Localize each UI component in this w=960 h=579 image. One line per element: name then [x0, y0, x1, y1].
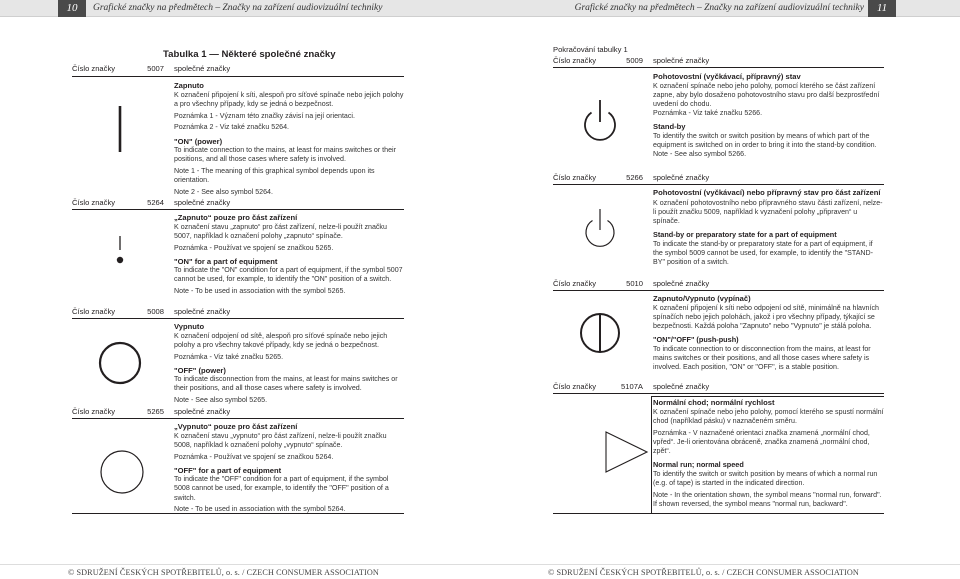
- symbol-number: 5007: [147, 64, 164, 73]
- category-label: společné značky: [174, 64, 231, 73]
- play-triangle-symbol: [603, 429, 651, 475]
- symbol-number-label: Číslo značky: [72, 307, 116, 316]
- symbol-number-label: Číslo značky: [72, 198, 116, 207]
- entry-5010: [653, 294, 884, 372]
- row-divider: [553, 184, 884, 185]
- standby-part-symbol: [577, 205, 623, 253]
- entry-title-en: Normal run; normal speed: [653, 460, 744, 470]
- row-divider: [72, 76, 404, 77]
- row-divider: [553, 290, 884, 291]
- entry-box-top: [651, 396, 884, 397]
- entry-desc-cz: K označení spínače nebo jeho polohy, pomocí kterého se část zařízení zapne, aby bylo dosaženo pohotovostního stavu pro další bezprostřední uvedení do chodu.: [653, 81, 880, 108]
- symbol-number-label: Číslo značky: [553, 56, 597, 65]
- entry-title-cz: Zapnuto: [174, 81, 204, 90]
- entry-title-cz: Normální chod; normální rychlost: [653, 398, 775, 407]
- table-bottom-rule: [553, 513, 884, 514]
- power-on-symbol: [110, 104, 130, 154]
- row-divider: [72, 418, 404, 419]
- symbol-number: 5264: [147, 198, 164, 207]
- symbol-number: 5008: [147, 307, 164, 316]
- entry-5264: [174, 213, 404, 296]
- entry-title-en: "ON" (power): [174, 136, 223, 146]
- standby-symbol: [575, 95, 625, 147]
- row-divider: [72, 318, 404, 319]
- entry-5007: [174, 81, 404, 197]
- off-part-symbol: [98, 448, 146, 496]
- entry-title-cz: „Vypnuto“ pouze pro část zařízení: [174, 422, 298, 431]
- row-divider: [553, 67, 884, 68]
- entry-desc-en: To indicate connection to the mains, at least for mains switches or their positions, and all those cases where safety is involved.: [174, 146, 396, 164]
- entry-note-en: Note - See also symbol 5266.: [653, 150, 747, 159]
- entry-5265: [174, 422, 404, 515]
- table-title: Tabulka 1 — Některé společné značky: [163, 49, 336, 60]
- entry-desc-cz: K označení stavu „vypnuto“ pro část zařízení, nelze-li použít značku 5008, například k označení polohy „vypnuto“ spínače.: [174, 431, 387, 449]
- row-divider: [553, 393, 884, 394]
- entry-desc-cz: K označení připojení k síti, alespoň pro síťové spínače nebo jejich polohy a pro všechny případy, kdy se jedná o bezpečnost.: [174, 90, 404, 108]
- right-page-number: 11: [868, 0, 896, 17]
- on-off-symbol: [577, 310, 623, 356]
- footer-divider: [0, 564, 960, 565]
- entry-title-cz: Pohotovostní (vyčkávací, přípravný) stav: [653, 72, 801, 81]
- symbol-number-label: Číslo značky: [553, 382, 597, 391]
- entry-5009: [653, 72, 884, 159]
- entry-desc-cz: K označení pohotovostního nebo přípravného stavu části zařízení, nelze-li použít značku 5009, například k vyznačení polohy „připraven“ u spínače.: [653, 198, 883, 225]
- entry-desc-en: To indicate disconnection from the mains, at least for mains switches or their positions, and all those cases where safety is involved.: [174, 375, 398, 393]
- entry-title-cz: Zapnuto/Vypnuto (vypínač): [653, 294, 751, 303]
- entry-title-en: "ON" for a part of equipment: [174, 256, 278, 266]
- entry-note-cz: Poznámka - Používat ve spojení se značkou 5265.: [174, 243, 334, 252]
- entry-note-en: Note 1 - The meaning of this graphical symbol depends upon its orientation.: [174, 167, 375, 185]
- symbol-number: 5107A: [621, 382, 643, 391]
- entry-title-en: Stand-by or preparatory state for a part of equipment: [653, 230, 837, 240]
- symbol-number-label: Číslo značky: [553, 173, 597, 182]
- continuation-label: Pokračování tabulky 1: [553, 45, 628, 54]
- table-bottom-rule: [72, 513, 404, 514]
- entry-note-en: Note - To be used in association with the symbol 5265.: [174, 287, 346, 296]
- right-footer: © SDRUŽENÍ ČESKÝCH SPOTŘEBITELŮ, o. s. / CZECH CONSUMER ASSOCIATION: [548, 568, 859, 577]
- left-footer: © SDRUŽENÍ ČESKÝCH SPOTŘEBITELŮ, o. s. / CZECH CONSUMER ASSOCIATION: [68, 568, 379, 577]
- category-label: společné značky: [653, 382, 710, 391]
- entry-desc-en: To indicate the "ON" condition for a part of equipment, if the symbol 5007 cannot be used, for example, to identify the "ON" position of a switch.: [174, 266, 403, 284]
- category-label: společné značky: [174, 198, 231, 207]
- entry-title-en: "OFF" (power): [174, 365, 226, 375]
- entry-note-cz: Poznámka - Viz také značku 5266.: [653, 109, 763, 118]
- entry-note-cz: Poznámka - Viz také značku 5265.: [174, 352, 284, 361]
- entry-desc-cz: K označení připojení k síti nebo odpojení od sítě, minimálně na hlavních spínačích nebo jejich polohách, jakož i pro všechny případy, týkající se bezpečnosti. Každá poloha "Zapnuto" nebo "Vypnuto" je stálá poloha.: [653, 303, 879, 330]
- symbol-number: 5009: [626, 56, 643, 65]
- entry-title-cz: Pohotovostní (vyčkávací) nebo přípravný stav pro část zařízení: [653, 188, 881, 197]
- on-part-symbol: [100, 234, 140, 284]
- right-running-title: Grafické značky na předmětech – Značky na zařízení audiovizuální techniky: [574, 3, 864, 13]
- entry-desc-cz: K označení spínače nebo jeho polohy, pomocí kterého se spustí normální chod (například pásku) v naznačeném směru.: [653, 407, 884, 425]
- entry-desc-cz: K označení stavu „zapnuto“ pro část zařízení, nelze-li použít značku 5007, například k označení polohy „zapnuto“ spínače.: [174, 222, 387, 240]
- entry-5107A: [653, 398, 884, 509]
- category-label: společné značky: [653, 279, 710, 288]
- entry-note-cz: Poznámka - Používat ve spojení se značkou 5264.: [174, 452, 334, 461]
- left-running-title: Grafické značky na předmětech – Značky na zařízení audiovizuální techniky: [93, 3, 383, 13]
- entry-desc-en: To indicate the "OFF" condition for a part of equipment, if the symbol 5008 cannot be used, for example, to identify the "OFF" position of a switch.: [174, 475, 389, 502]
- entry-note-en: Note - To be used in association with the symbol 5264.: [174, 505, 346, 514]
- row-divider: [72, 209, 404, 210]
- symbol-number-label: Číslo značky: [72, 407, 116, 416]
- left-page-number: 10: [58, 0, 86, 17]
- entry-desc-en: To indicate connection to or disconnection from the mains, at least for mains switches or their positions, and all those cases where safety is involved. Each position, "ON" or "OFF", is a stable position.: [653, 344, 871, 372]
- entry-note-cz: Poznámka 1 - Význam této značky závisí na její orientaci.: [174, 111, 355, 120]
- category-label: společné značky: [653, 56, 710, 65]
- power-off-symbol: [94, 337, 146, 389]
- symbol-number: 5010: [626, 279, 643, 288]
- entry-note-cz: Poznámka - V naznačené orientaci značka znamená „normální chod, vpřed“. Je-li orientována obráceně, značka znamená „normální chod, zpět“.: [653, 428, 870, 455]
- entry-note-en: Note - In the orientation shown, the symbol means "normal run, forward". If shown reversed, the symbol means "normal run, backward".: [653, 490, 882, 508]
- entry-desc-en: To identify the switch or switch position by means of which a normal run (e.g. of tape) is started in the indicated direction.: [653, 469, 878, 487]
- entry-title-en: Stand-by: [653, 122, 686, 132]
- entry-desc-en: To identify the switch or switch position by means of which part of the equipment is switched on in order to bring it into the stand-by condition.: [653, 131, 877, 150]
- entry-title-en: "OFF" for a part of equipment: [174, 465, 282, 475]
- category-label: společné značky: [174, 407, 231, 416]
- entry-desc-cz: K označení odpojení od sítě, alespoň pro síťové spínače nebo jejich polohy a pro všechny takové případy, kdy se jedná o bezpečnost.: [174, 331, 388, 349]
- category-label: společné značky: [174, 307, 231, 316]
- symbol-number-label: Číslo značky: [72, 64, 116, 73]
- entry-box-left: [651, 396, 652, 513]
- entry-note-en: Note - See also symbol 5265.: [174, 396, 268, 405]
- entry-note-en: Note 2 - See also symbol 5264.: [174, 188, 273, 196]
- entry-title-cz: „Zapnuto“ pouze pro část zařízení: [174, 213, 298, 222]
- entry-desc-en: To indicate the stand-by or preparatory state for a part of equipment, if the symbol 5009 cannot be used, for example, to identify the "STAND-BY" position of a switch.: [653, 239, 874, 267]
- running-header: [0, 0, 960, 17]
- entry-title-cz: Vypnuto: [174, 322, 205, 331]
- entry-5008: [174, 322, 404, 405]
- symbol-number-label: Číslo značky: [553, 279, 597, 288]
- entry-5266: [653, 188, 884, 267]
- category-label: společné značky: [653, 173, 710, 182]
- symbol-number: 5265: [147, 407, 164, 416]
- symbol-number: 5266: [626, 173, 643, 182]
- entry-note-cz: Poznámka 2 - Viz také značku 5264.: [174, 123, 290, 132]
- entry-title-en: "ON"/"OFF" (push-push): [653, 335, 739, 345]
